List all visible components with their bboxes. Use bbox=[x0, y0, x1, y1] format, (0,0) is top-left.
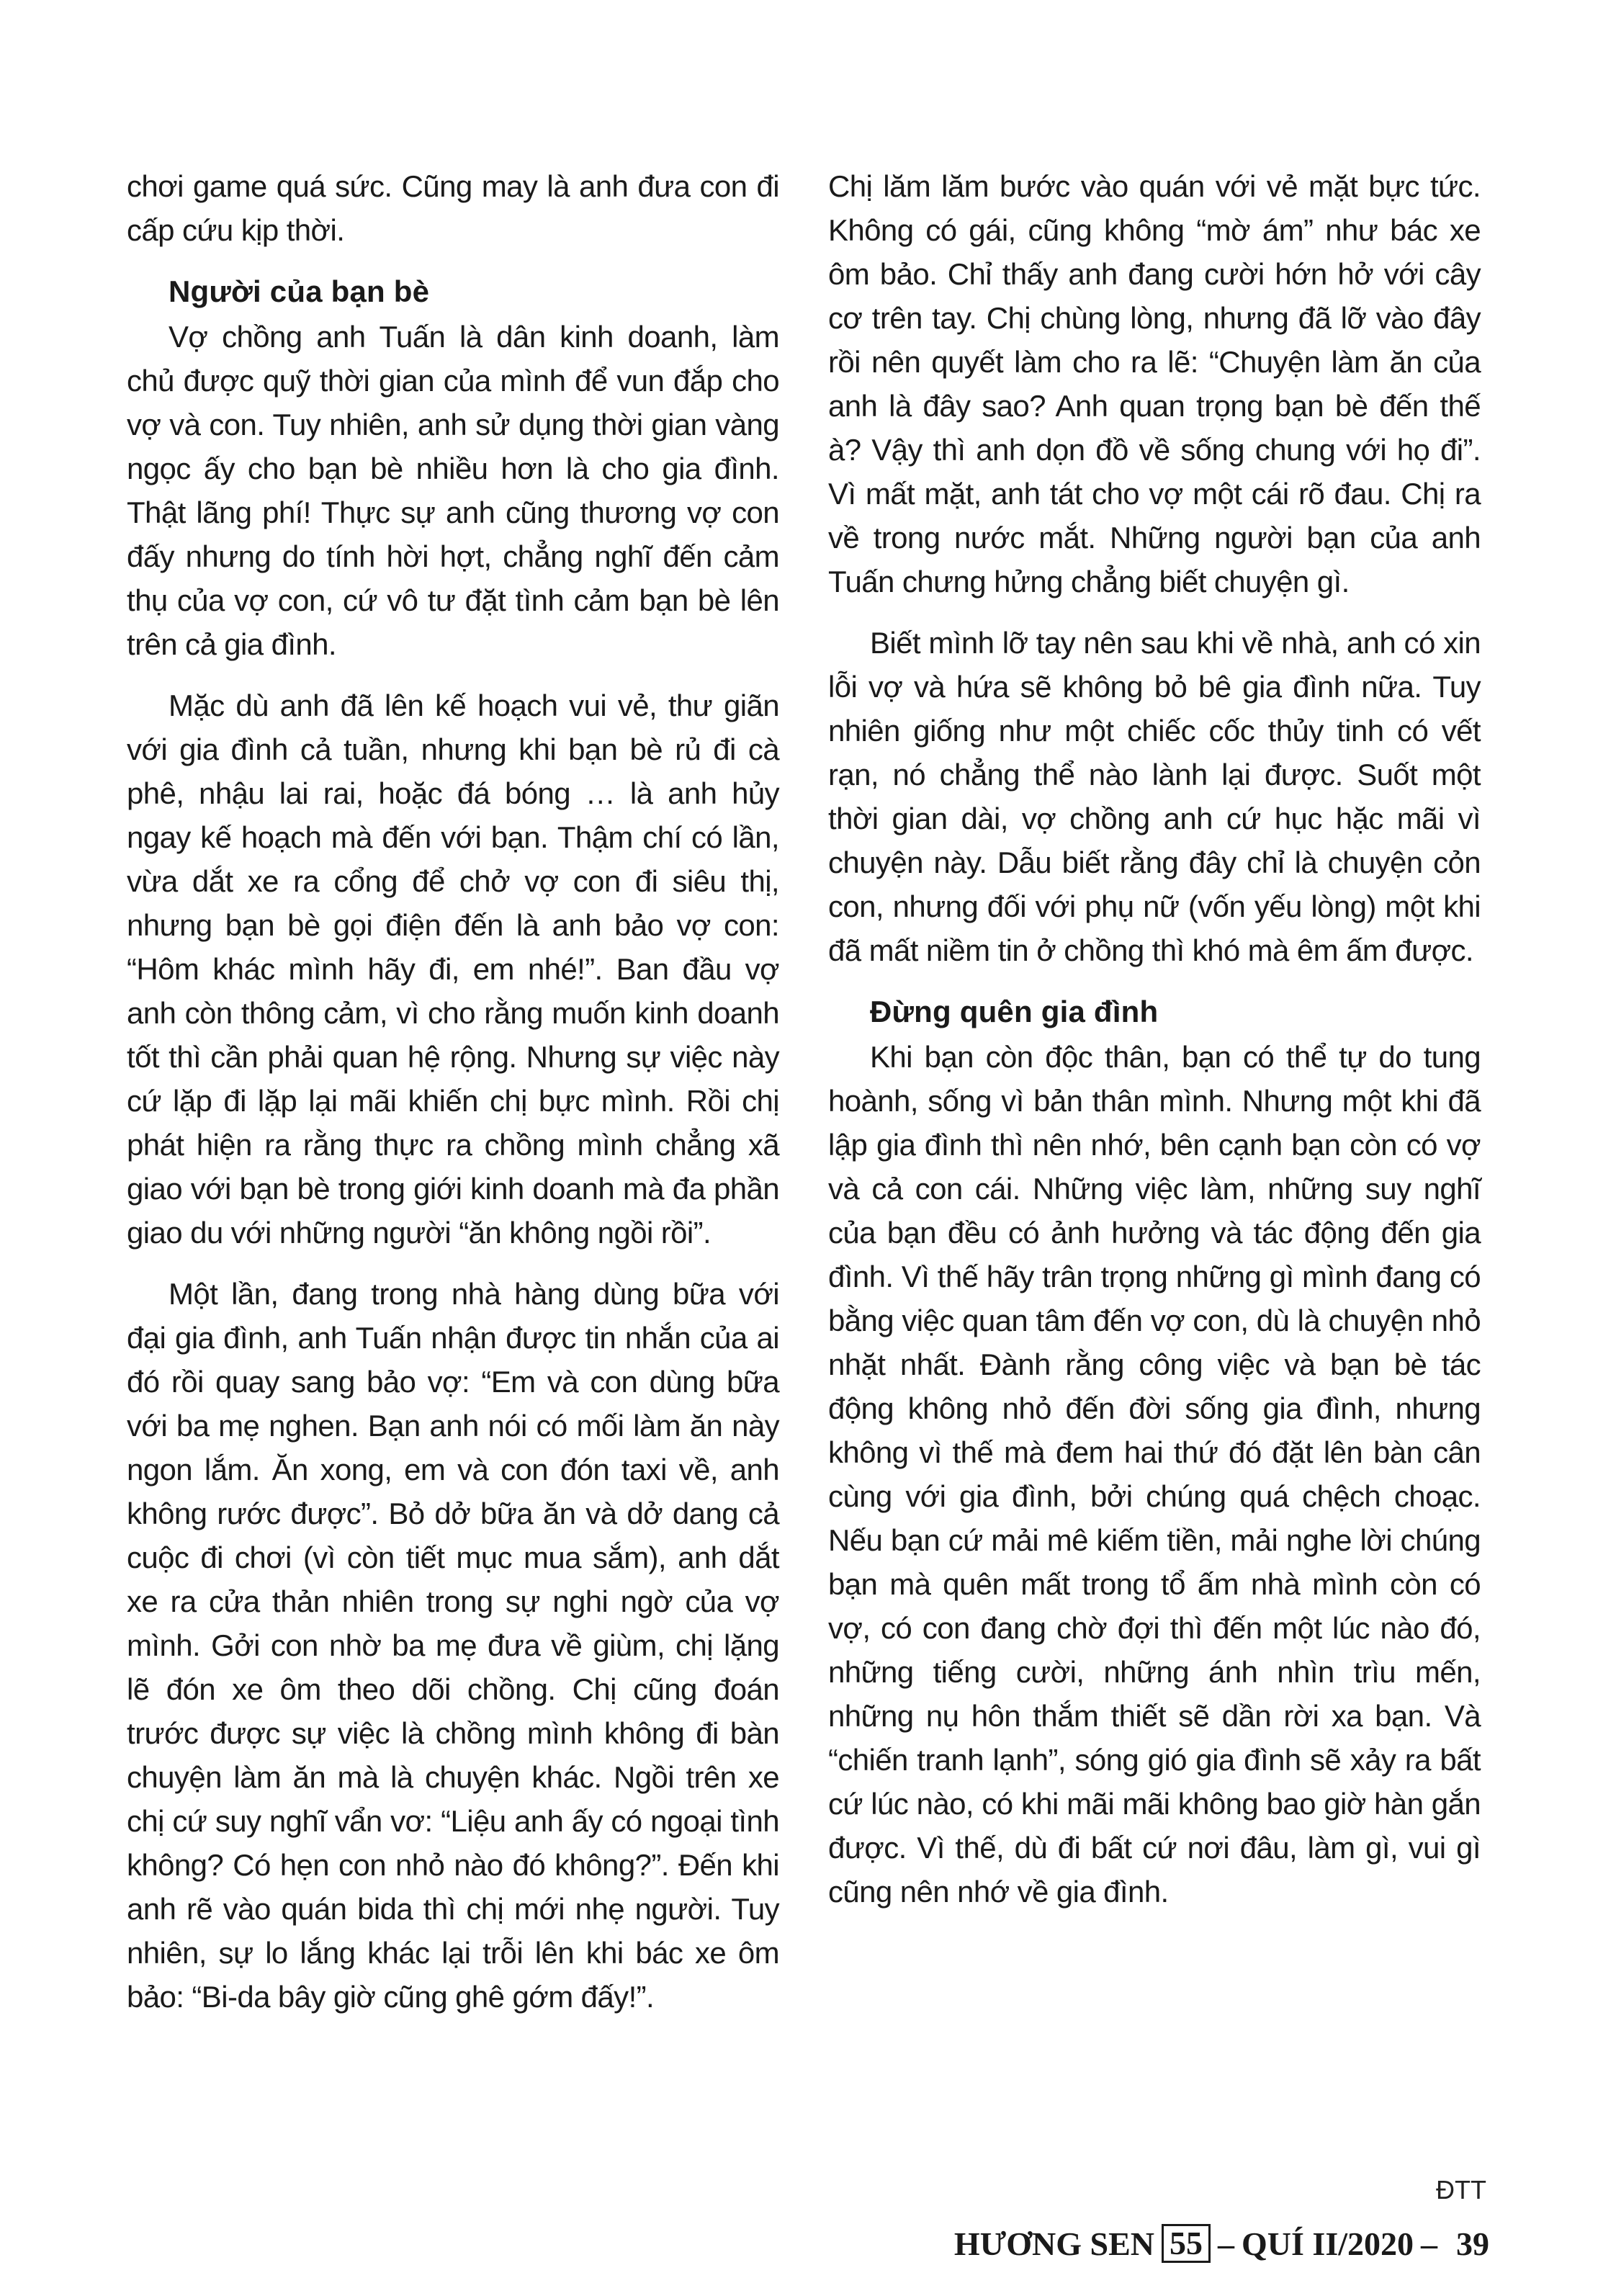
right-column bbox=[828, 164, 1481, 1931]
left-column bbox=[127, 164, 779, 2036]
article-paragraph: Một lần, đang trong nhà hàng dùng bữa với đại gia đình, anh Tuấn nhận được tin nhắn của ai đó rồi quay sang bảo vợ: “Em và con dùng bữa với ba mẹ nghen. Bạn anh nói có mối làm ăn này ngon lắm. Ăn xong, em và con đón taxi về, anh không rước được”. Bỏ dở bữa ăn và dở dang cả cuộc đi chơi (vì còn tiết mục mua sắm), anh dắt xe ra cửa thản nhiên trong sự nghi ngờ của vợ mình. Gởi con nhờ ba mẹ đưa về giùm, chị lặng lẽ đón xe ôm theo dõi chồng. Chị cũng đoán trước được sự việc là chồng mình không đi bàn chuyện làm ăn mà là chuyện khác. Ngồi trên xe chị cứ suy nghĩ vẩn vơ: “Liệu anh ấy có ngoại tình không? Có hẹn con nhỏ nào đó không?”. Đến khi anh rẽ vào quán bida thì chị mới nhẹ người. Tuy nhiên, sự lo lắng khác lại trỗi lên khi bác xe ôm bảo: “Bi-da bây giờ cũng ghê gớm đấy!”. bbox=[127, 1277, 779, 2014]
magazine-title: HƯƠNG SEN bbox=[953, 2225, 1155, 2262]
article-paragraph: Khi bạn còn độc thân, bạn có thể tự do tung hoành, sống vì bản thân mình. Nhưng một khi đã lập gia đình thì nên nhớ, bên cạnh bạn còn có vợ và cả con cái. Những việc làm, những suy nghĩ của bạn đều có ảnh hưởng và tác động đến gia đình. Vì thế hãy trân trọng những gì mình đang có bằng việc quan tâm đến vợ con, dù là chuyện nhỏ nhặt nhất. Đành rằng công việc và bạn bè tác động không nhỏ đến đời sống gia đình, nhưng không vì thế mà đem hai thứ đó đặt lên bàn cân cùng với gia đình, bởi chúng quá chệch choạc. Nếu bạn cứ mải mê kiếm tiền, mải nghe lời chúng bạn mà quên mất trong tổ ấm nhà mình còn có vợ, có con đang chờ đợi thì đến một lúc nào đó, những tiếng cười, những ánh nhìn trìu mến, những nụ hôn thắm thiết sẽ dần rời xa bạn. Và “chiến tranh lạnh”, sóng gió gia đình sẽ xảy ra bất cứ lúc nào, có khi mãi mãi không bao giờ hàn gắn được. Vì thế, dù đi bất cứ nơi đâu, làm gì, vui gì cũng nên nhớ về gia đình. bbox=[828, 1040, 1481, 1909]
article-paragraph: Biết mình lỡ tay nên sau khi về nhà, anh có xin lỗi vợ và hứa sẽ không bỏ bê gia đình nữa. Tuy nhiên giống như một chiếc cốc thủy tinh có vết rạn, nó chẳng thể nào lành lại được. Suốt một thời gian dài, vợ chồng anh cứ hục hặc mãi vì chuyện này. Dẫu biết rằng đây chỉ là chuyện cỏn con, nhưng đối với phụ nữ (vốn yếu lòng) một khi đã mất niềm tin ở chồng thì khó mà êm ấm được. bbox=[828, 626, 1481, 967]
article-paragraph: Chị lăm lăm bước vào quán với vẻ mặt bực tức. Không có gái, cũng không “mờ ám” như bác xe ôm bảo. Chỉ thấy anh đang cười hớn hở với cây cơ trên tay. Chị chùng lòng, nhưng đã lỡ vào đây rồi nên quyết làm cho ra lẽ: “Chuyện làm ăn của anh là đây sao? Anh quan trọng bạn bè đến thế à? Vậy thì anh dọn đồ về sống chung với họ đi”. Vì mất mặt, anh tát cho vợ một cái rõ đau. Chị ra về trong nước mắt. Những người bạn của anh Tuấn chưng hửng chẳng biết chuyện gì. bbox=[828, 169, 1481, 598]
page-footer bbox=[954, 2224, 1489, 2263]
article-paragraph: chơi game quá sức. Cũng may là anh đưa con đi cấp cứu kịp thời. bbox=[127, 169, 779, 247]
article-paragraph: Vợ chồng anh Tuấn là dân kinh doanh, làm chủ được quỹ thời gian của mình để vun đắp cho vợ và con. Tuy nhiên, anh sử dụng thời gian vàng ngọc ấy cho bạn bè nhiều hơn là cho gia đình. Thật lãng phí! Thực sự anh cũng thương vợ con đấy nhưng do tính hời hợt, chẳng nghĩ đến cảm thụ của vợ con, cứ vô tư đặt tình cảm bạn bè lên trên cả gia đình. bbox=[127, 320, 779, 661]
quarter-label: QUÍ II/2020 bbox=[1242, 2225, 1414, 2262]
footer-dash: – bbox=[1421, 2225, 1437, 2262]
article-paragraph: Mặc dù anh đã lên kế hoạch vui vẻ, thư giãn với gia đình cả tuần, nhưng khi bạn bè rủ đi cà phê, nhậu lai rai, hoặc đá bóng … là anh hủy ngay kế hoạch mà đến với bạn. Thậm chí có lần, vừa dắt xe ra cổng để chở vợ con đi siêu thị, nhưng bạn bè gọi điện đến là anh bảo vợ con: “Hôm khác mình hãy đi, em nhé!”. Ban đầu vợ anh còn thông cảm, vì cho rằng muốn kinh doanh tốt thì cần phải quan hệ rộng. Nhưng sự việc này cứ lặp đi lặp lại mãi khiến chị bực mình. Rồi chị phát hiện ra rằng thực ra chồng mình chẳng xã giao với bạn bè trong giới kinh doanh mà đa phần giao du với những người “ăn không ngồi rồi”. bbox=[127, 689, 779, 1250]
issue-number: 55 bbox=[1162, 2224, 1211, 2263]
author-byline: ĐTT bbox=[1436, 2175, 1486, 2205]
section-heading: Đừng quên gia đình bbox=[870, 995, 1159, 1028]
footer-dash: – bbox=[1218, 2225, 1235, 2262]
page-number: 39 bbox=[1456, 2225, 1489, 2262]
section-heading: Người của bạn bè bbox=[169, 274, 430, 308]
